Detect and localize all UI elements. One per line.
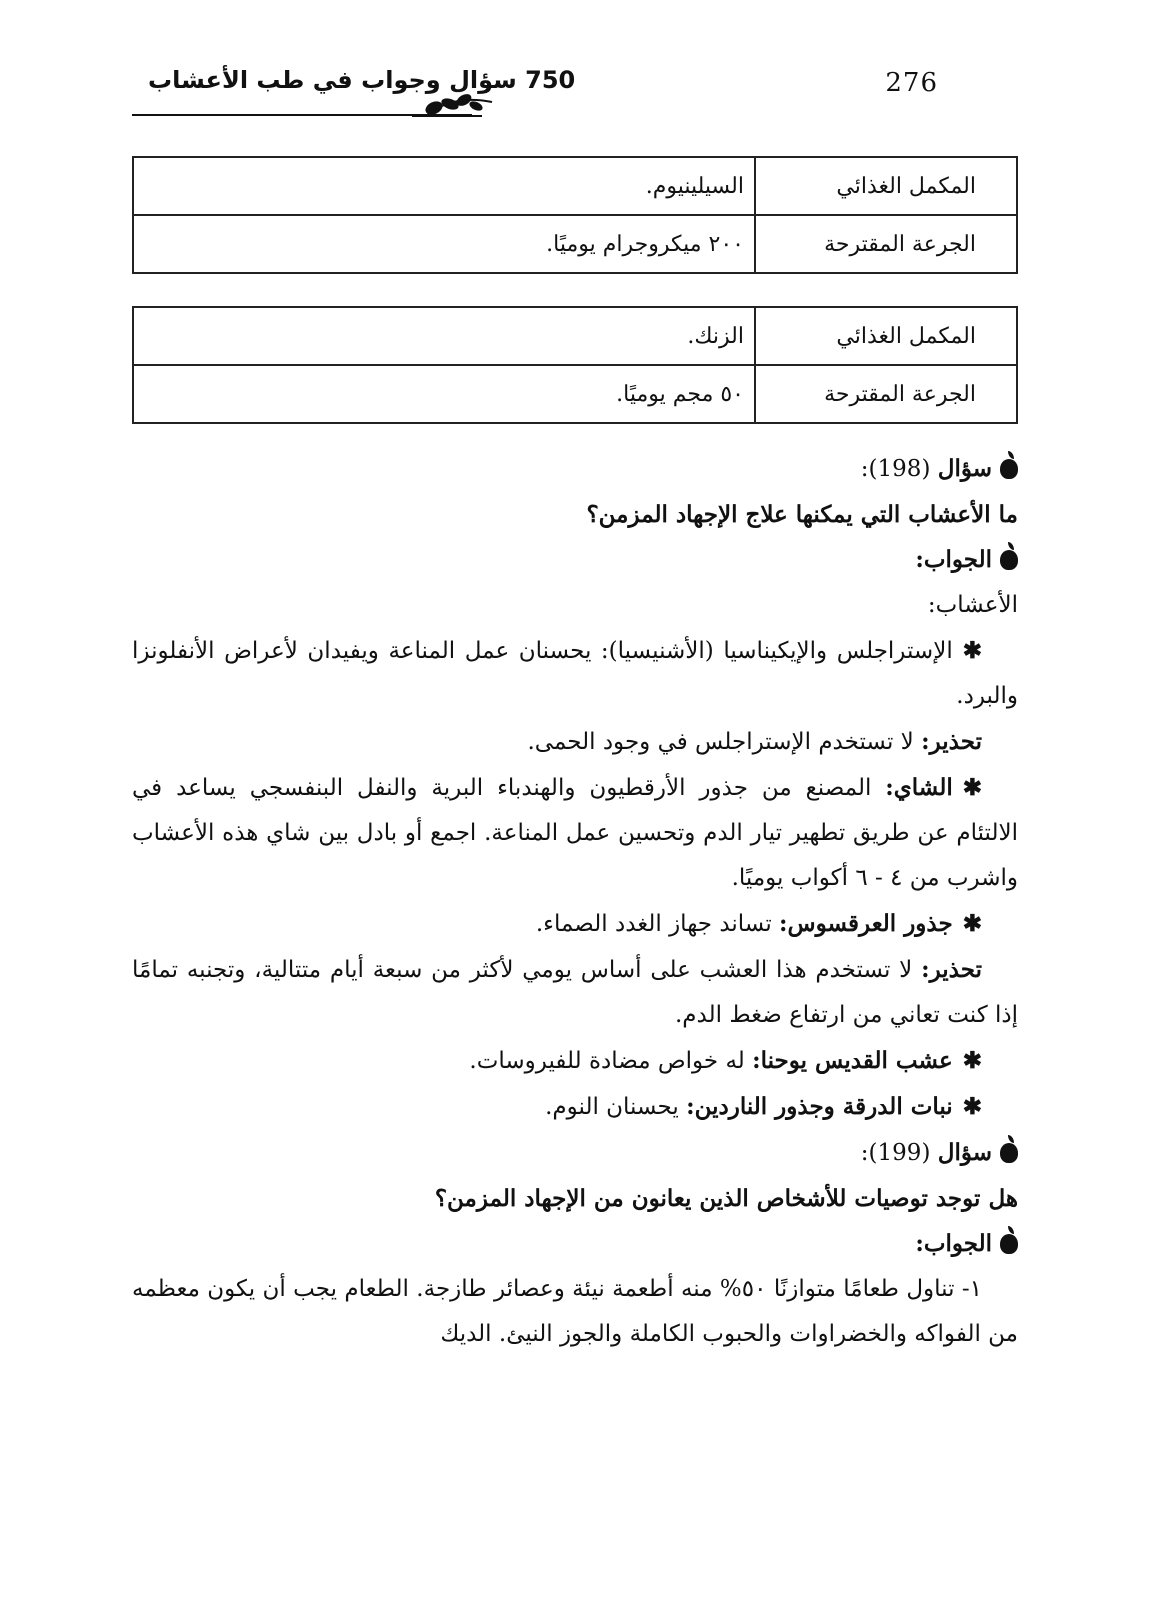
table-label: المكمل الغذائي [755,307,1017,365]
warning-label: تحذير: [921,956,982,983]
page-content [132,446,1018,1357]
leaf-ornament-icon [412,90,502,120]
item-term: عشب القديس يوحنا: [752,1047,953,1074]
book-title: 750 سؤال وجواب في طب الأعشاب [148,66,576,94]
item-term: جذور العرقسوس: [779,910,953,937]
warning-item [132,719,1018,765]
answer-heading [132,537,1018,583]
star-bullet-icon: ✱ [962,774,982,801]
item-term: نبات الدرقة وجذور الناردين: [686,1093,953,1120]
supplement-table-selenium [132,156,1018,274]
list-item [132,765,1018,901]
table-value: ٥٠ مجم يوميًا. [133,365,755,423]
answer-text: ١- تناول طعامًا متوازنًا ٥٠% منه أطعمة نيئة وعصائر طازجة. الطعام يجب أن يكون معظمه من الفواكه والخضراوات والحبوب الكاملة والجوز النيئ. الديك [132,1276,1018,1347]
warning-label: تحذير: [921,728,982,755]
question-number: (199): [860,1140,931,1166]
item-text: يحسنان النوم. [545,1094,687,1120]
table-label: الجرعة المقترحة [755,215,1017,273]
item-text: له خواص مضادة للفيروسات. [469,1048,753,1074]
table-row [133,365,1017,423]
question-text: هل توجد توصيات للأشخاص الذين يعانون من الإجهاد المزمن؟ [434,1185,1018,1212]
question-label: سؤال [937,1139,992,1166]
item-text: الإستراجلس والإيكيناسيا (الأشنيسيا): يحسنان عمل المناعة ويفيدان لأعراض الأنفلونزا والبرد. [132,638,1018,709]
table-value: الزنك. [133,307,755,365]
star-bullet-icon: ✱ [962,1047,982,1074]
list-item [132,901,1018,947]
table-value: السيلينيوم. [133,157,755,215]
star-bullet-icon: ✱ [962,1093,982,1120]
apple-bullet-icon [1000,550,1018,570]
table-row [133,215,1017,273]
page-header [132,60,1018,118]
item-text: المصنع من جذور الأرقطيون والهندباء البرية والنفل البنفسجي يساعد في الالتئام عن طريق تطهير تيار الدم وتحسين عمل المناعة. اجمع أو بادل بين شاي هذه الأعشاب واشرب من ٤ - ٦ أكواب يوميًا. [132,775,1018,891]
question-heading [132,1130,1018,1176]
table-label: المكمل الغذائي [755,157,1017,215]
star-bullet-icon: ✱ [962,910,982,937]
list-item [132,628,1018,719]
answer-label: الجواب: [915,546,992,573]
table-value: ٢٠٠ ميكروجرام يوميًا. [133,215,755,273]
apple-bullet-icon [1000,1143,1018,1163]
herbs-heading: الأعشاب: [927,592,1018,618]
question-heading [132,446,1018,492]
page-number: 276 [885,68,938,98]
table-label: الجرعة المقترحة [755,365,1017,423]
supplement-table-zinc [132,306,1018,424]
warning-item [132,947,1018,1038]
question-text: ما الأعشاب التي يمكنها علاج الإجهاد المزمن؟ [586,501,1018,528]
answer-label: الجواب: [915,1230,992,1257]
page [132,60,1018,1357]
star-bullet-icon: ✱ [962,637,982,664]
warning-text: لا تستخدم هذا العشب على أساس يومي لأكثر من سبعة أيام متتالية، وتجنبه تمامًا إذا كنت تعاني من ارتفاع ضغط الدم. [132,957,1018,1028]
list-item [132,1038,1018,1084]
question-number: (198): [860,456,931,482]
apple-bullet-icon [1000,459,1018,479]
apple-bullet-icon [1000,1234,1018,1254]
answer-heading [132,1221,1018,1267]
table-row [133,157,1017,215]
item-term: الشاي: [885,774,953,801]
list-item [132,1084,1018,1130]
item-text: تساند جهاز الغدد الصماء. [535,911,780,937]
table-row [133,307,1017,365]
question-label: سؤال [937,455,992,482]
warning-text: لا تستخدم الإستراجلس في وجود الحمى. [527,729,922,755]
